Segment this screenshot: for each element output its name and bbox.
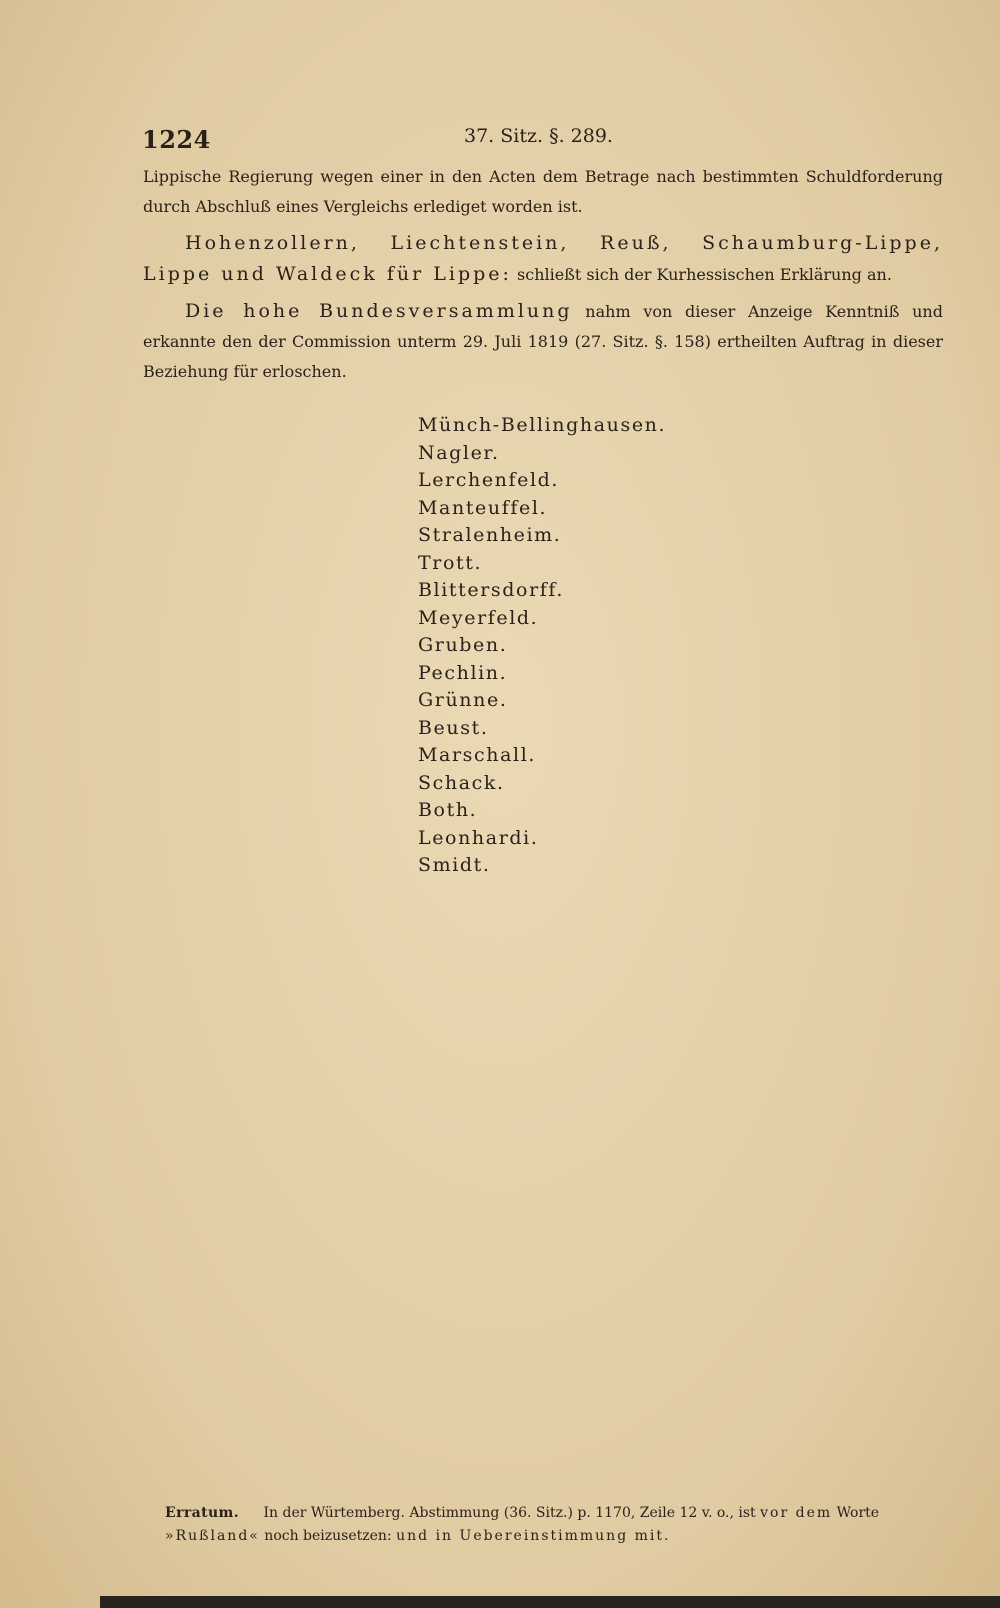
erratum-text-1: In der Würtemberg. Abstimmung (36. Sitz.) p. 1170, Zeile 12 v. o., ist (263, 1505, 756, 1521)
paragraph-resolution (143, 296, 943, 387)
vote-statement: schließt sich der Kurhessischen Erklärung an. (517, 265, 892, 284)
erratum-spaced-1: vor dem (760, 1505, 833, 1521)
page-header (142, 125, 942, 159)
signatory-name: Nagler. (418, 441, 500, 464)
erratum-note (165, 1502, 945, 1548)
signatory-name: Manteuffel. (418, 496, 548, 519)
scan-bottom-edge (100, 1596, 1000, 1608)
signatory-name: Leonhardi. (418, 826, 539, 849)
signatory-name: Stralenheim. (418, 524, 562, 546)
signatory-name: Marschall. (418, 744, 537, 766)
body-text (143, 162, 943, 393)
paragraph-hohenzollern-vote (143, 228, 943, 290)
erratum-text-3: noch beizusetzen: (264, 1528, 392, 1544)
resolution-text: nahm von dieser Anzeige Kenntniß und erkannte den der Commission unterm 29. Juli 1819 (27. Sitz. §. 158) ertheilten Auftrag in dieser Beziehung für erloschen. (143, 302, 943, 381)
signatory-name: Trott. (418, 551, 483, 574)
voting-states: Hohenzollern, Liechtenstein, Reuß, Schaumburg-Lippe, Lippe und Waldeck für Lippe: (143, 232, 943, 285)
signatory-name: Schack. (418, 771, 505, 794)
assembly-name: Die hohe Bundesversammlung (185, 300, 573, 322)
page-number: 1224 (142, 125, 211, 154)
signatory-name: Beust. (418, 716, 489, 739)
signatory-name: Lerchenfeld. (418, 469, 560, 491)
signatory-name: Münch-Bellinghausen. (418, 414, 667, 436)
signatory-name: Grünne. (418, 689, 508, 711)
erratum-spaced-3: und in Uebereinstimmung mit. (396, 1528, 671, 1544)
erratum-spaced-2: »Rußland« (165, 1528, 260, 1544)
signatory-name: Gruben. (418, 634, 508, 656)
signatory-name: Smidt. (418, 854, 491, 876)
paragraph-lippe-settlement: Lippische Regierung wegen einer in den Acten dem Betrage nach bestimmten Schuldforderung durch Abschluß eines Vergleichs erlediget worden ist. (143, 167, 943, 216)
erratum-label: Erratum. (165, 1505, 240, 1521)
signatory-name: Meyerfeld. (418, 606, 539, 629)
signatory-name: Both. (418, 799, 478, 821)
signatory-name: Blittersdorff. (418, 579, 564, 601)
section-reference: 37. Sitz. §. 289. (464, 125, 613, 147)
erratum-text-2: Worte (836, 1505, 880, 1521)
signatory-name: Pechlin. (418, 661, 508, 684)
signatory-list (418, 412, 666, 880)
